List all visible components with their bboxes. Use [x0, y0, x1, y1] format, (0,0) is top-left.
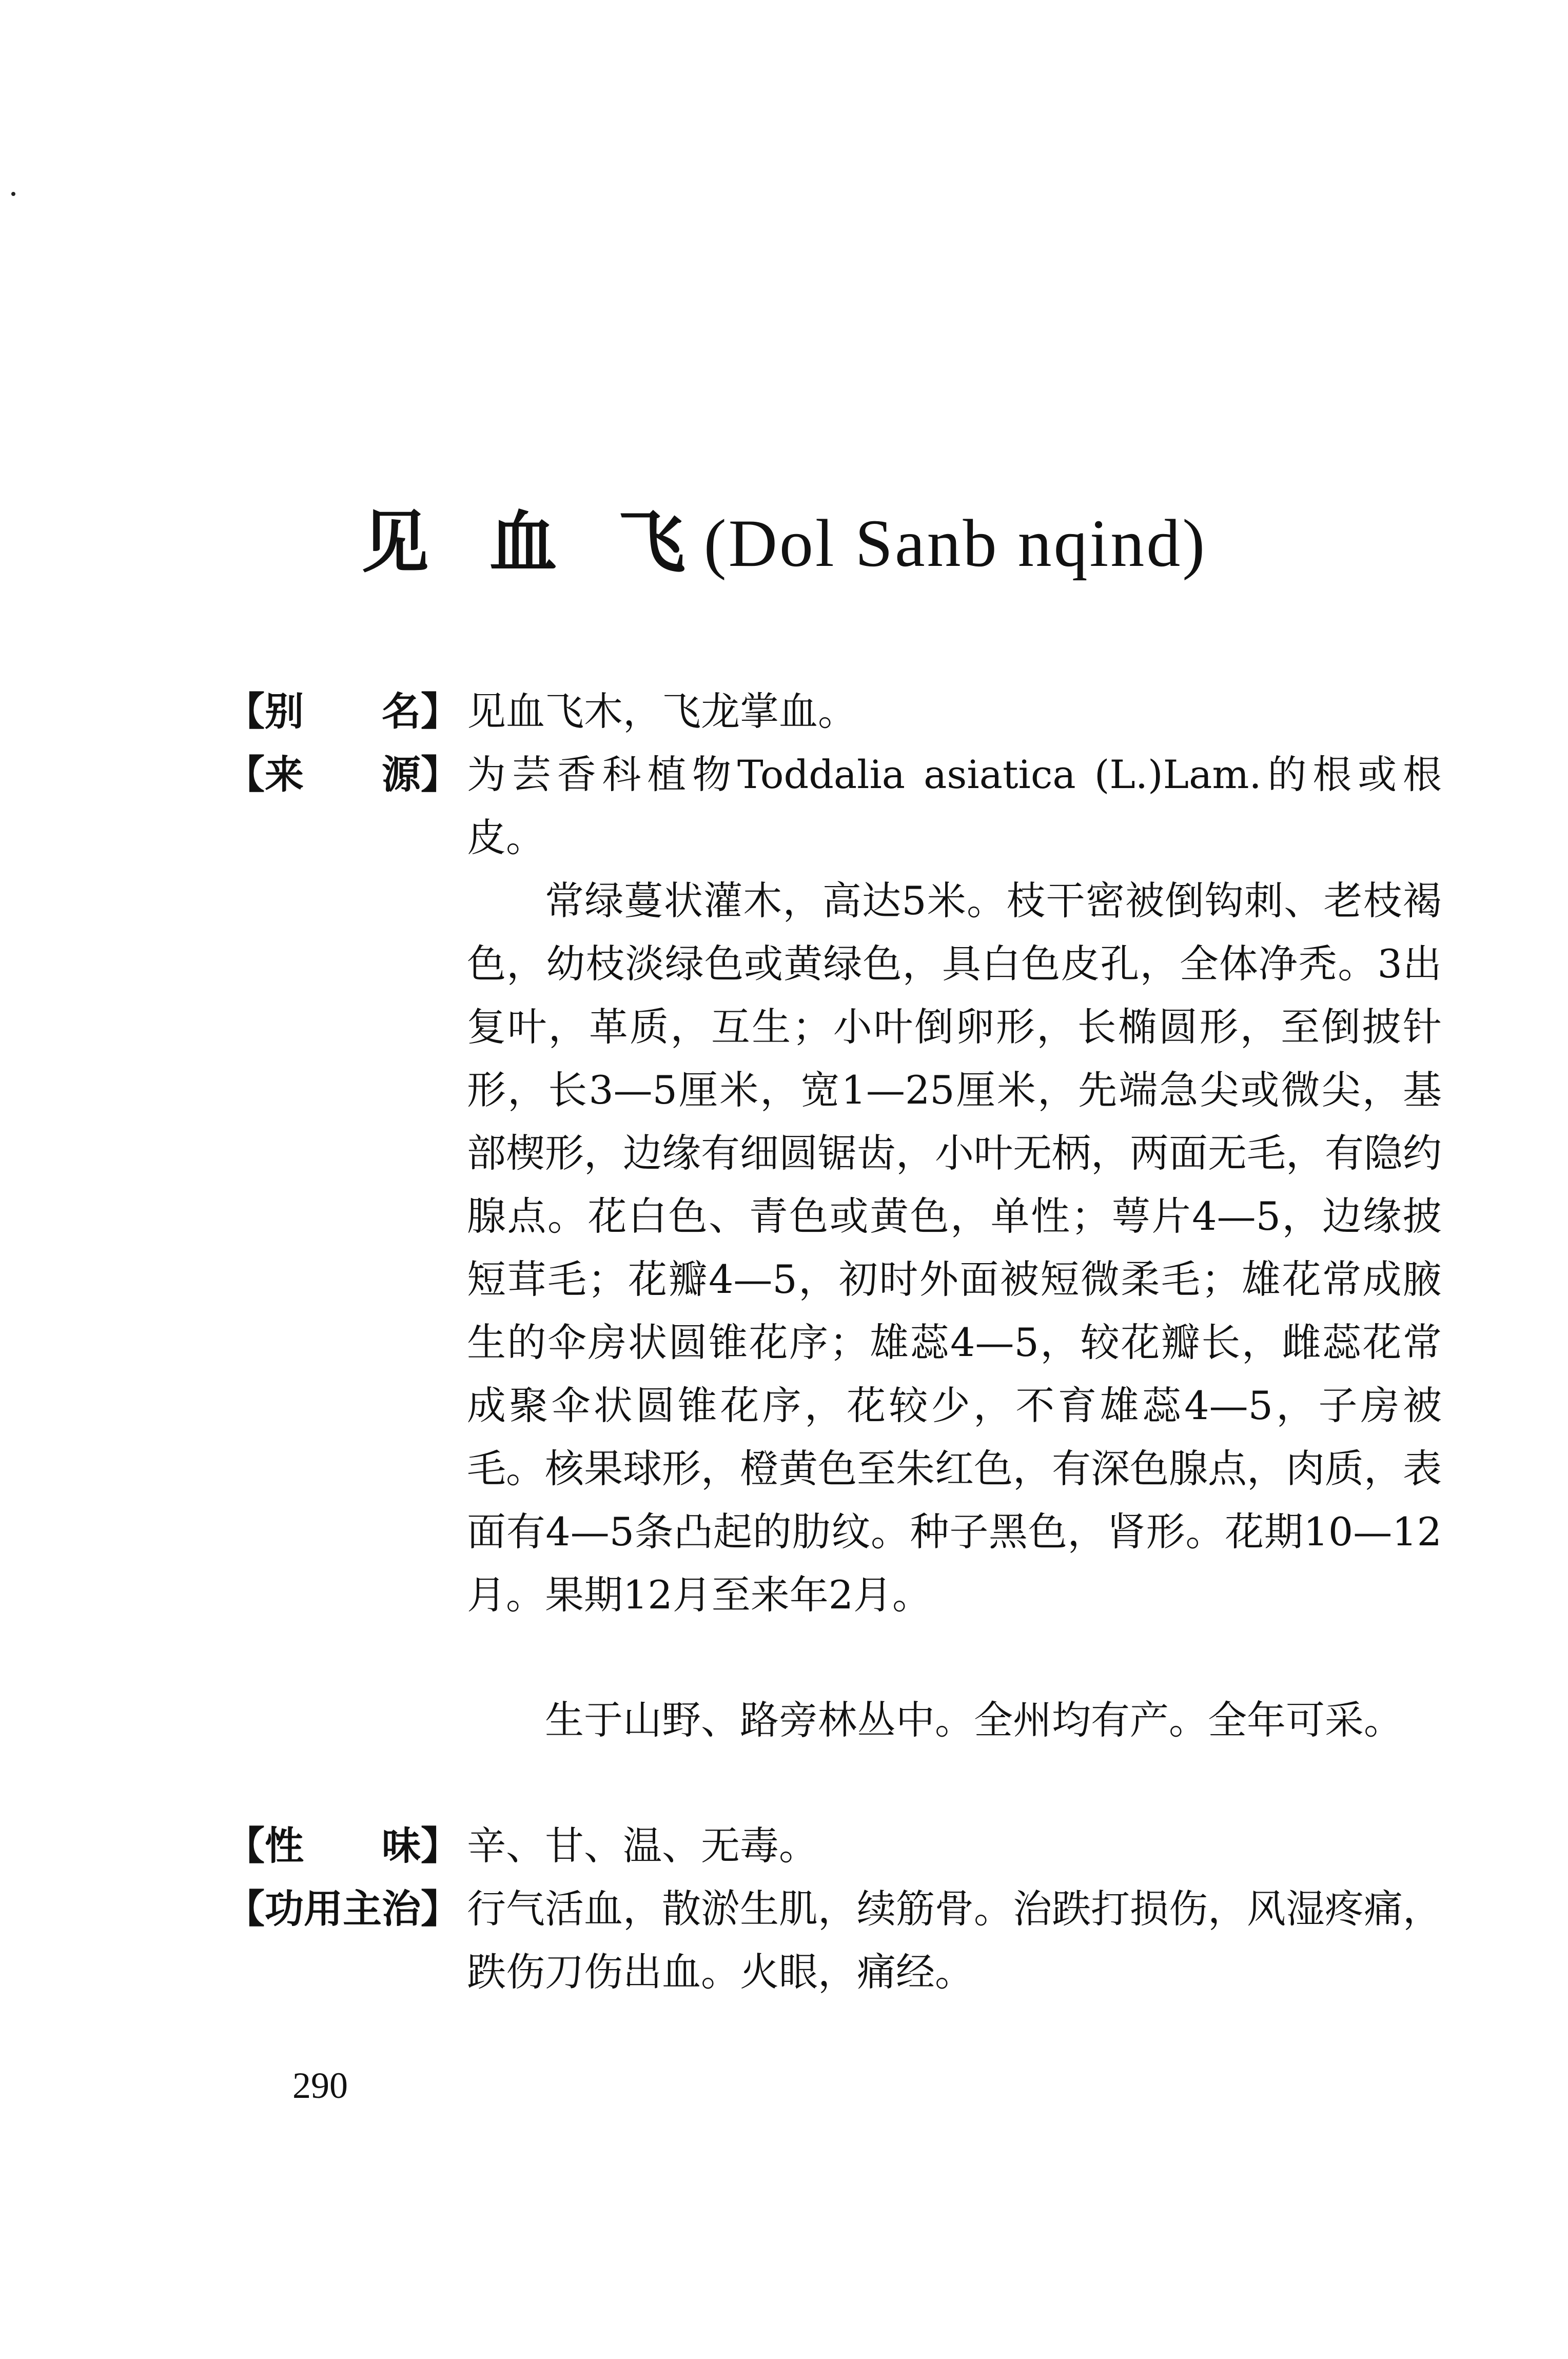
alias-label: 【别 名】 — [226, 689, 460, 734]
title-chinese: 见 血 飞 — [361, 503, 704, 583]
property-entry — [226, 1814, 1442, 1877]
scan-speck — [11, 192, 15, 196]
functions-label: 【功用主治】 — [226, 1886, 460, 1932]
plant-description: 常绿蔓状灌木，高达5米。枝干密被倒钩刺、老枝褐色，幼枝淡绿色或黄绿色，具白色皮孔，全体净秃。3出复叶，革质，互生；小叶倒卵形，长椭圆形，至倒披针形，长3—5厘米，宽1—25厘米，先端急尖或微尖，基部楔形，边缘有细圆锯齿，小叶无柄，两面无毛，有隐约腺点。花白色、青色或黄色，单性；萼片4—5，边缘披短茸毛；花瓣4—5，初时外面被短微柔毛；雄花常成腋生的伞房状圆锥花序；雄蕊4—5，较花瓣长，雌蕊花常成聚伞状圆锥花序，花较少，不育雄蕊4—5，子房被毛。核果球形，橙黄色至朱红色，有深色腺点，肉质，表面有4—5条凸起的肋纹。种子黑色，肾形。花期10—12月。果期12月至来年2月。 — [467, 878, 1442, 1618]
property-label: 【性 味】 — [226, 1823, 460, 1869]
page-number: 290 — [292, 2065, 348, 2106]
source-entry — [226, 743, 1442, 869]
title-latin: (Dol Sanb nqind) — [703, 505, 1207, 581]
functions-text: 行气活血，散淤生肌，续筋骨。治跌打损伤，风湿疼痛，跌伤刀伤出血。火眼，痛经。 — [467, 1886, 1442, 1995]
property-text: 辛、甘、温、无毒。 — [467, 1823, 818, 1869]
alias-entry — [226, 680, 1442, 743]
alias-text: 见血飞木，飞龙掌血。 — [467, 689, 857, 734]
source-label: 【来 源】 — [226, 752, 460, 797]
source-text: 为芸香科植物Toddalia asiatica (L.)Lam.的根或根皮。 — [467, 752, 1442, 860]
habitat-description: 生于山野、路旁林丛中。全州均有产。全年可采。 — [545, 1697, 1403, 1743]
entry-title — [0, 497, 1568, 589]
functions-entry — [226, 1877, 1442, 2003]
